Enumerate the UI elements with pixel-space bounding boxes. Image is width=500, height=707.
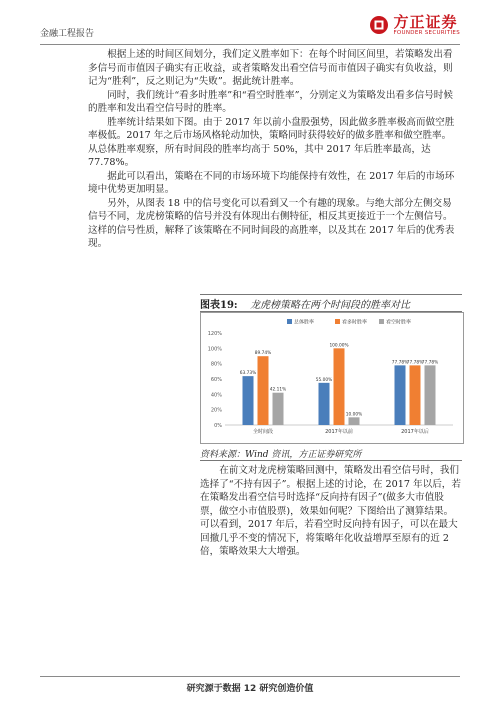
data-label: 55.00% <box>315 377 333 383</box>
data-label: 89.74% <box>254 351 272 357</box>
y-tick-label: 20% <box>210 407 222 414</box>
paragraph: 同时，我们统计“看多时胜率”和“看空时胜率”，分别定义为策略发出看多信号时候的胜率和发出看空信号时的胜率。 <box>88 89 453 114</box>
win-rate-bar-chart <box>201 313 463 443</box>
legend-label: 看空时胜率 <box>386 319 412 326</box>
paragraph: 据此可以看出，策略在不同的市场环境下均能保持有效性，在 2017 年后的市场环境中优势更加明显。 <box>88 170 455 195</box>
y-tick-label: 120% <box>207 331 222 337</box>
y-tick-label: 100% <box>207 346 222 353</box>
figure-label: 图表19: <box>200 300 238 311</box>
x-tick-label: 全时间段 <box>252 429 274 435</box>
y-tick-label: 80% <box>210 361 222 368</box>
logo-main-text: 方正证券 <box>393 13 458 31</box>
figure-caption: 龙虎榜策略在两个时间段的胜率对比 <box>250 300 410 311</box>
bar <box>395 365 406 425</box>
paragraph: 胜率统计结果如下图。由于 2017 年以前小盘股强势，因此做多胜率极高而做空胜率极低。2017 年之后市场风格轮动加快，策略同时获得较好的做多胜率和做空胜率。从总体胜率观察，所有时间段的胜率均高于 50%，其中 2017 年后胜率最高，达 77.78%。 <box>88 116 455 168</box>
paragraph: 另外，从图表 18 中的信号变化可以看到又一个有趣的现象。与绝大部分左侧交易信号不同，龙虎榜策略的信号并没有体现出右侧特征，相反其更接近于一个左侧信号。这样的信号性质，解释了该策略在不同时间段的高胜率，以及其在 2017 年后的优秀表现。 <box>88 197 455 249</box>
bar <box>273 393 284 425</box>
bar <box>319 383 330 425</box>
x-tick-label: 2017年以前 <box>325 429 353 435</box>
body-text-top <box>88 48 460 251</box>
source-divider <box>200 460 462 461</box>
legend-label: 看多时胜率 <box>342 319 368 326</box>
header-divider <box>40 44 460 45</box>
x-tick-label: 2017年以后 <box>401 429 429 435</box>
paragraph: 在前文对龙虎榜策略回测中，策略发出看空信号时，我们选择了“不持有因子”。根据上述的讨论，在 2017 年以后，若在策略发出看空信号时选择“反向持有因子”(做多大市值股票，做空小市值股票)，效果如何呢？下图给出了测算结果。可以看到，2017 年后，若看空时反向持有因子，可以在最大回撤几乎不变的情况下，将策略年化收益增厚至原有的近 2 倍，策略效果大大增强。 <box>200 465 461 557</box>
footer-divider <box>40 676 460 677</box>
y-tick-label: 40% <box>210 392 222 399</box>
founder-logo-icon <box>369 15 389 35</box>
logo <box>369 14 460 36</box>
y-tick-label: 0% <box>214 423 222 429</box>
bar <box>425 365 436 425</box>
data-label: 100.00% <box>329 343 349 349</box>
data-label: 77.78% <box>421 360 439 366</box>
logo-sub-text: FOUNDER SECURITIES <box>393 30 460 36</box>
bar <box>334 348 345 425</box>
legend-swatch <box>379 319 384 324</box>
bar <box>410 365 421 425</box>
body-text-bottom <box>200 464 462 559</box>
data-label: 77.78% <box>391 360 409 366</box>
chart-container <box>200 312 464 444</box>
legend-swatch <box>287 319 292 324</box>
legend-label: 总体胜率 <box>294 319 315 326</box>
data-label: 42.11% <box>269 387 287 393</box>
paragraph: 根据上述的时间区间划分，我们定义胜率如下：在每个时间区间里，若策略发出看多信号而市值因子确实有正收益，或者策略发出看空信号而市值因子确实有负收益，则记为“胜利”，反之则记为“失败”。据此统计胜率。 <box>88 49 453 87</box>
header-title: 金融工程报告 <box>40 29 95 39</box>
figure-source: 资料来源：Wind 资讯，方正证券研究所 <box>200 450 362 460</box>
bar <box>243 376 254 425</box>
bar <box>349 417 360 425</box>
y-tick-label: 60% <box>210 377 222 383</box>
bar <box>258 356 269 425</box>
data-label: 77.78% <box>406 360 424 366</box>
data-label: 10.00% <box>345 412 363 418</box>
legend-swatch <box>335 319 340 324</box>
data-label: 63.73% <box>239 371 257 377</box>
footer-text: 研究源于数据 12 研究创造价值 <box>186 684 314 694</box>
